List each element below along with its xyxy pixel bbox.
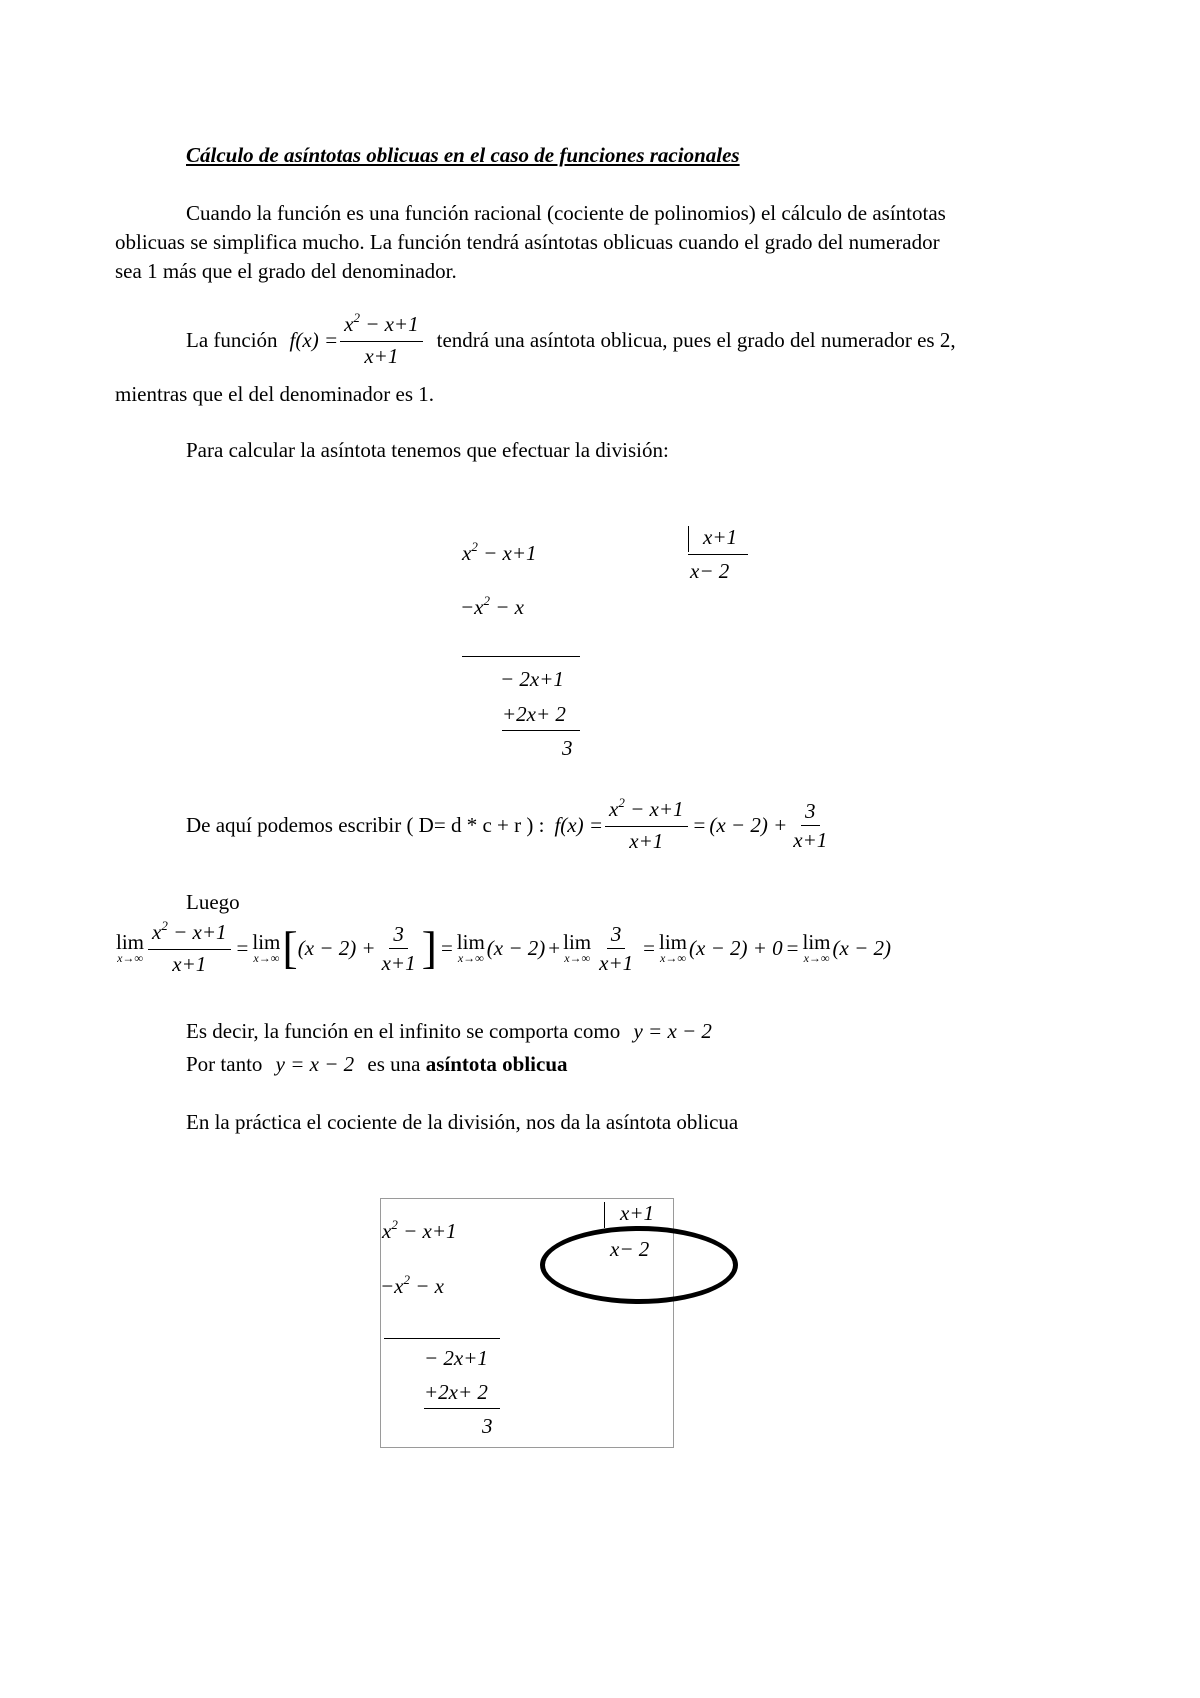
div2-rem1: − 2x+1	[424, 1346, 488, 1370]
de-aqui-paren: (x − 2) +	[709, 812, 788, 837]
es-decir-eq: y = x − 2	[633, 1019, 712, 1043]
de-aqui-fx: f(x) =	[554, 812, 603, 837]
example-prefix: La función	[186, 327, 278, 352]
div2-sub1: $-x^2 - x$	[380, 1272, 444, 1298]
num-exp: 2	[353, 310, 360, 325]
lim-term: (x − 2) +	[297, 935, 376, 960]
div1-line-2	[502, 730, 580, 731]
de-aqui-fraction-1: $\frac{x^2 - x+1}{x+1}$	[605, 797, 688, 853]
lim-final-zero: (x − 2) + 0	[689, 935, 783, 960]
lim-eq-3: =	[643, 935, 655, 960]
lim-term2: (x − 2)	[486, 935, 546, 960]
num-rest: − x+1	[359, 312, 419, 336]
lim-6: lim x→∞	[802, 930, 831, 965]
de-aqui-eq: =	[693, 812, 706, 837]
example-line-2: mientras que el del denominador es 1.	[115, 382, 434, 406]
div2-quotient: x− 2	[610, 1237, 650, 1261]
lim-eq-2: =	[440, 935, 453, 960]
lim-2: lim x→∞	[252, 930, 281, 965]
example-suffix: tendrá una asíntota oblicua, pues el grado del numerador es 2,	[436, 327, 956, 352]
div2-remainder: 3	[482, 1414, 493, 1438]
quotient-highlight-oval	[540, 1226, 738, 1304]
bracket-open: [	[282, 922, 298, 973]
intro-line-3: sea 1 más que el grado del denominador.	[115, 259, 457, 283]
lim-plus: +	[548, 935, 561, 960]
intro-line-1: Cuando la función es una función racional (cociente de polinomios) el cálculo de asíntotas	[186, 201, 946, 225]
es-decir-text: Es decir, la función en el infinito se comporta como	[186, 1019, 621, 1043]
lim-eq-1: =	[236, 935, 249, 960]
div2-sub2: +2x+ 2	[424, 1380, 488, 1404]
por-tanto-eq: y = x − 2	[275, 1052, 355, 1076]
example-paragraph	[186, 312, 956, 368]
div2-dividend: $x^2 - x+1$	[382, 1217, 457, 1243]
por-tanto-text: Por tanto	[186, 1052, 263, 1076]
de-aqui-line	[186, 797, 833, 853]
example-den: x+1	[364, 344, 399, 368]
div2-line-1	[384, 1338, 500, 1339]
div1-line-1	[462, 656, 580, 657]
por-tanto-line	[186, 1050, 568, 1079]
es-una-text: es una	[367, 1052, 421, 1076]
div1-sub2: +2x+ 2	[502, 702, 566, 726]
div2-bracket-v	[604, 1202, 605, 1228]
lim-fraction-2: $\frac{3}{x+1}$	[381, 921, 416, 975]
practica-line: En la práctica el cociente de la división, nos da la asíntota oblicua	[186, 1110, 739, 1134]
lim-eq-4: =	[786, 935, 799, 960]
div1-bracket-h	[688, 554, 748, 555]
div1-rem1: − 2x+1	[500, 667, 564, 691]
bracket-close: ]	[421, 922, 437, 973]
lim-4: lim x→∞	[563, 930, 592, 965]
div2-line-2	[424, 1408, 500, 1409]
lim-final: (x − 2)	[832, 935, 891, 960]
div2-divisor: x+1	[620, 1201, 654, 1225]
lim-1: lim x→∞	[116, 930, 145, 965]
asintota-oblicua-bold: asíntota oblicua	[425, 1052, 568, 1076]
luego: Luego	[186, 890, 240, 914]
para-calc: Para calcular la asíntota tenemos que efectuar la división:	[186, 438, 669, 462]
lim-5: lim x→∞	[658, 930, 687, 965]
limit-line	[116, 920, 891, 976]
example-fx: f(x) =	[289, 327, 339, 352]
lim-3: lim x→∞	[456, 930, 485, 965]
div1-bracket-v	[688, 526, 689, 552]
num-var: x	[344, 312, 354, 336]
lim-fraction-3: $\frac{3}{x+1}$	[599, 921, 634, 975]
de-aqui-prefix: De aquí podemos escribir ( D= d * c + r ) :	[186, 812, 545, 837]
div1-remainder: 3	[562, 736, 573, 760]
div1-divisor: x+1	[703, 525, 737, 549]
div1-quotient: x− 2	[690, 559, 730, 583]
page-title: Cálculo de asíntotas oblicuas en el caso de funciones racionales	[186, 143, 740, 167]
div1-dividend: $x^2 - x+1$	[462, 539, 537, 565]
de-aqui-fraction-2: $\frac{3}{x+1}$	[793, 798, 828, 852]
example-fraction	[340, 312, 423, 368]
div1-sub1: $-x^2 - x$	[460, 593, 524, 619]
lim-fraction-1: $\frac{x^2 - x+1}{x+1}$	[148, 920, 231, 976]
intro-line-2: oblicuas se simplifica mucho. La función tendrá asíntotas oblicuas cuando el grado del numerador	[115, 230, 940, 254]
es-decir-line	[186, 1017, 712, 1046]
